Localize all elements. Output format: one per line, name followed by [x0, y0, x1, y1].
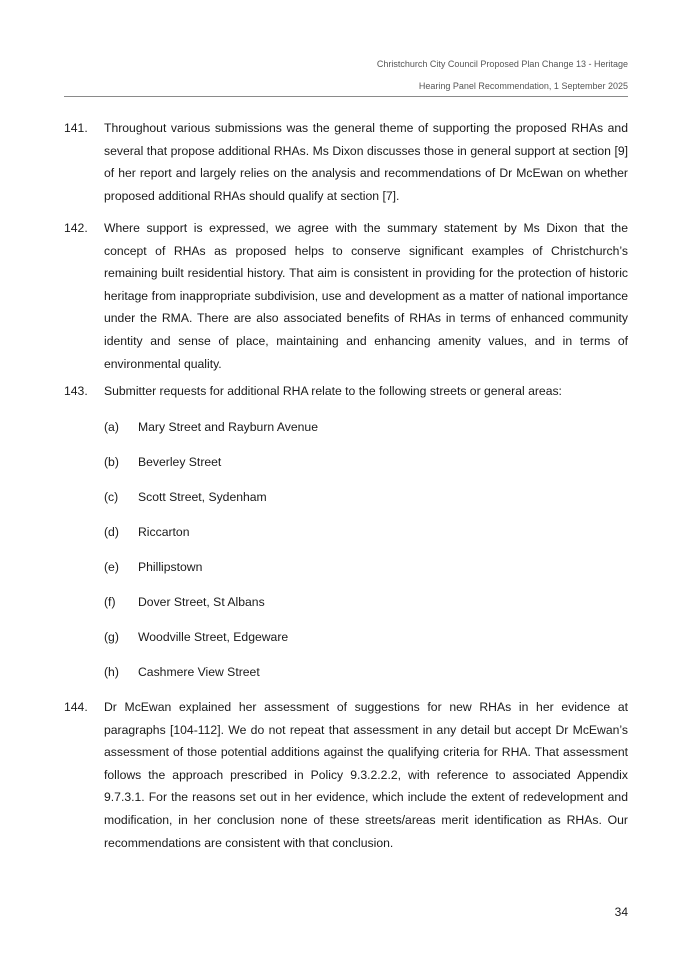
list-item	[104, 594, 265, 610]
paragraph-number: 143.	[64, 384, 88, 398]
page-number: 34	[614, 905, 628, 919]
paragraph-text: Where support is expressed, we agree with the summary statement by Ms Dixon that the concept of RHAs as proposed helps to conserve significant examples of Christchurch’s remaining built residential history. That aim is consistent in providing for the protection of historic heritage from inappropriate subdivision, use and development as a matter of national importance under the RMA. There are also associated benefits of RHAs in terms of enhanced community identity and sense of place, maintaining and enhancing amenity values, and in terms of environmental quality.	[104, 221, 628, 371]
list-item-label: (f)	[104, 595, 116, 609]
list-item-label: (g)	[104, 630, 119, 644]
list-item-text: Riccarton	[138, 525, 190, 539]
list-item-text: Cashmere View Street	[138, 665, 260, 679]
list-item-label: (h)	[104, 665, 119, 679]
list-item-text: Beverley Street	[138, 455, 222, 469]
page-header	[377, 53, 628, 97]
paragraph-141	[64, 117, 628, 207]
list-item-text: Mary Street and Rayburn Avenue	[138, 420, 318, 434]
paragraph-text: Dr McEwan explained her assessment of suggestions for new RHAs in her evidence at paragraphs [104-112]. We do not repeat that assessment in any detail but accept Dr McEwan’s assessment of those potential additions against the qualifying criteria for RHA. That assessment follows the approach prescribed in Policy 9.3.2.2.2, with reference to associated Appendix 9.7.3.1. For the reasons set out in her evidence, which include the extent of redevelopment and modification, in her conclusion none of these streets/areas merit identification as RHAs. Our recommendations are consistent with that conclusion.	[104, 700, 628, 850]
paragraph-144	[64, 696, 628, 854]
paragraph-143	[64, 380, 628, 403]
header-title: Christchurch City Council Proposed Plan Change 13 - Heritage	[376, 59, 628, 69]
list-item	[104, 629, 288, 645]
list-item-label: (a)	[104, 420, 119, 434]
list-item-text: Phillipstown	[138, 560, 203, 574]
list-item	[104, 524, 189, 540]
list-item	[104, 489, 267, 505]
list-item	[104, 559, 202, 575]
list-item-label: (b)	[104, 455, 119, 469]
list-item	[104, 454, 221, 470]
paragraph-text: Throughout various submissions was the general theme of supporting the proposed RHAs and several that propose additional RHAs. Ms Dixon discusses those in general support at section [9] of her report and largely relies on the analysis and recommendations of Dr McEwan on whether proposed additional RHAs should qualify at section [7].	[104, 121, 628, 203]
list-item	[104, 419, 318, 435]
paragraph-number: 144.	[64, 700, 88, 714]
header-subtitle: Hearing Panel Recommendation, 1 September 2025	[418, 81, 628, 91]
list-item-text: Woodville Street, Edgeware	[138, 630, 289, 644]
header-divider	[64, 96, 628, 97]
list-item-label: (d)	[104, 525, 119, 539]
paragraph-text: Submitter requests for additional RHA relate to the following streets or general areas:	[104, 384, 562, 398]
list-item-label: (e)	[104, 560, 119, 574]
list-item-label: (c)	[104, 490, 119, 504]
list-item-text: Dover Street, St Albans	[138, 595, 265, 609]
list-item	[104, 664, 260, 680]
list-item-text: Scott Street, Sydenham	[138, 490, 267, 504]
paragraph-142	[64, 217, 628, 375]
paragraph-number: 141.	[64, 121, 88, 135]
paragraph-number: 142.	[64, 221, 88, 235]
